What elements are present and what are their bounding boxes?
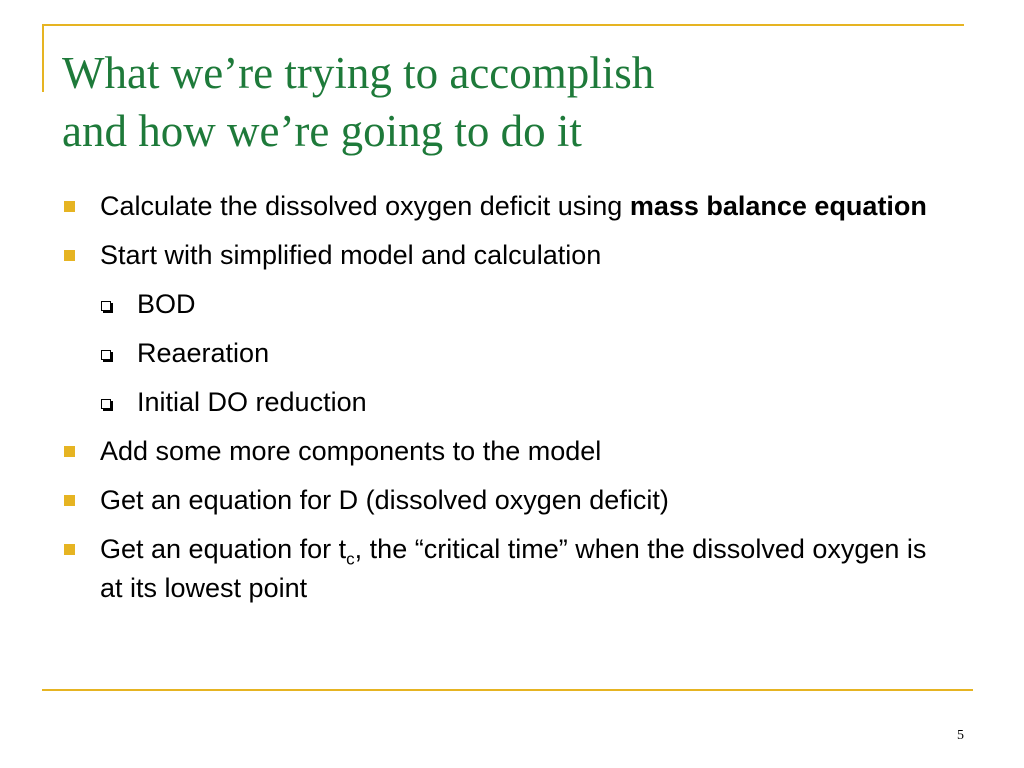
bullet-item-mass-balance [56,187,936,226]
sub-bullet-item-bod [93,285,936,324]
title-line-1: What we’re trying to accomplish [62,48,655,98]
bullet-list [56,187,936,618]
bullet-item-equation-d [56,481,936,520]
left-rule [42,24,44,92]
bullet-item-simplified-model [56,236,936,275]
square-bullet-icon [64,201,75,212]
bullet-text: Calculate the dissolved oxygen deficit using [100,191,630,221]
square-bullet-icon [64,544,75,555]
sub-bullet-item-initial-do [93,383,936,422]
slide-title [62,44,962,160]
top-rule [42,24,964,26]
bottom-rule [42,689,973,691]
hollow-square-bullet-icon [101,350,111,360]
sub-bullet-text: Reaeration [137,338,270,368]
title-line-2: and how we’re going to do it [62,106,582,156]
bullet-text-continued: , the “critical time” when the dissolved oxygen is at its lowest point [100,534,927,603]
bullet-text: Add some more components to the model [100,436,602,466]
bullet-item-critical-time [56,530,936,608]
sub-bullet-text: Initial DO reduction [137,387,367,417]
square-bullet-icon [64,495,75,506]
subscript-c: c [346,549,355,569]
sub-bullet-item-reaeration [93,334,936,373]
square-bullet-icon [64,446,75,457]
bullet-item-more-components [56,432,936,471]
bullet-bold-text: mass balance equation [629,191,927,221]
bullet-text: Get an equation for D (dissolved oxygen deficit) [100,485,669,515]
square-bullet-icon [64,250,75,261]
bullet-text: Start with simplified model and calculation [100,240,602,270]
page-number: 5 [957,728,964,743]
bullet-text: Get an equation for t [100,534,347,564]
sub-bullet-text: BOD [137,289,196,319]
hollow-square-bullet-icon [101,301,111,311]
hollow-square-bullet-icon [101,399,111,409]
